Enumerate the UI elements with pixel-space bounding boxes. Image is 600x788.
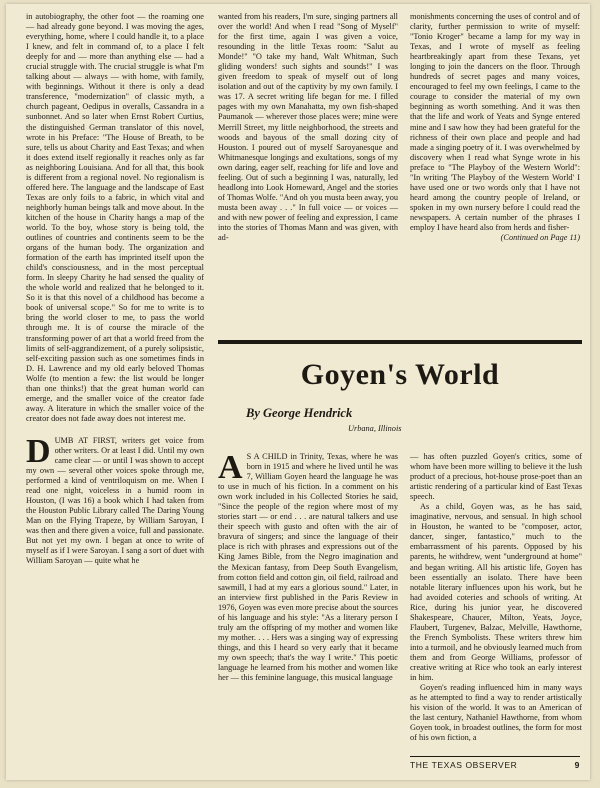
article-column-a bbox=[218, 449, 398, 683]
article-headline: Goyen's World bbox=[300, 358, 500, 391]
article-column-b bbox=[410, 452, 582, 743]
footer-rule bbox=[410, 756, 580, 757]
dropcap-paragraph bbox=[218, 449, 398, 683]
column-left bbox=[26, 12, 204, 567]
article-paragraph: Goyen's reading influenced him in many ways as he attempted to find a way to render artistically his vision of the world. It was to an American of the last century, Nathaniel Hawthorne, from whom Goyen took, in broadest outlines, the form for most of his own fiction, a bbox=[410, 683, 582, 743]
page-number: 9 bbox=[574, 760, 580, 770]
essay-paragraph: monishments concerning the uses of control and of clarity, further permission to write of myself: "Tonio Kroger" became a lamp for my way in Texas, and I wrote of myself as feeling heartbreakingly apart from these Texans, yet longing to join the dancers on the floor. Through hundreds of secret pages and many voices, encouraged to feel my own feelings, I came to the courage to consider the material of my own beginning as worth something. And it was then that the life and work of Yeats and Synge entered mine and I saw how they had been grateful for the richness of their own place and people and had made a singing poetry of it. I was overwhelmed by discovery when I read what Synge wrote in his preface to "The Playboy of the Western World": "In writing 'The Playboy of the Western World' I have used one or two words only that I have not heard among the country people of Ireland, or spoken in my own nursery before I could read the newspapers. A certain number of the phrases I employ I have heard also from herds and fisher- bbox=[410, 12, 580, 232]
magazine-page bbox=[6, 4, 590, 780]
page-footer bbox=[410, 760, 580, 770]
continued-note: (Continued on Page 11) bbox=[500, 233, 580, 243]
column-middle bbox=[218, 12, 398, 243]
essay-paragraph: wanted from his readers, I'm sure, singing partners all over the world! And when I read "Song of Myself" for the first time, again I was given a voice, resounding in the little Texas room: "Salut au Monde!" "O take my hand, Walt Whitman, Such gliding wonders! such sights and sounds!" I was given freedom to speak of myself out of long isolation and out of the captivity by my own family. I was 17. A secret writing life began for me. I filled pages with my own Manahatta, my own fish-shaped Paumanok — wherever those places were; mine were Merrill Street, my little neighborhood, the streets and woods and bayous of the small dozing city of Houston. I poured out of myself Saroyanesque and Whitmanesque longings and exultations, songs of my own daring, eager self, reaching for life and love and feeling. Out of such a beginning I was, naturally, led headlong into Look Homeward, Angel and the stories of Thomas Wolfe. "And oh you musta been away, you musta been away . . ." In full voice — or voices — and with new power of feeling and expression, I came into the stories of Thomas Mann and was given, with ad- bbox=[218, 12, 398, 243]
section-break bbox=[26, 424, 204, 436]
drop-cap-letter: A bbox=[218, 449, 243, 486]
article-header bbox=[218, 340, 582, 454]
article-dateline: Urbana, Illinois bbox=[348, 424, 402, 433]
article-paragraph: — has often puzzled Goyen's critics, some of whom have been more willing to believe it the lush product of a precious, hot-house prose-poet than an artistic rendering of a particular kind of East Texas speech. bbox=[410, 452, 582, 502]
dropcap-paragraph bbox=[26, 432, 204, 567]
essay-paragraph: in autobiography, the other foot — the roaming one — had already gone beyond. I was moving the ages, everything, home, where I could handle it, to a place I knew, and felt in command of, to a place I felt deeply for and — more than anything else — had a crucial struggle with. The crucial struggle is what I'm talking about — always — with home, with family, with beginnings. Without it there is only a dead transference, "modernization" of classic myth, a church pageant, Oedipus in overalls, Cassandra in a sunbonnet. And so later when Ernst Robert Curtius, the distinguished German translator of this novel, wrote in his Preface: "The House of Breath, to be sure, tells us about Charity and East Texas; and when it does extend itself regionally it reaches only as far as neighboring Louisiana. And for all that, this book is different from a regional novel. No regionalism is offered here. The language and the landscape of East Texas are only foils to a fabric, in which vital and neighborly human beings talk and move about. In the kitchen of the house in Charity hangs a map of the world. To the boy, whose story is being told, the outlines of countries and continents seem to be the organs of the human body. The organization and formation of the earth has imprinted itself upon the child's consciousness, and in the most perceptual form. In sleepy Charity he had sensed the quality of the whole world and realized that he belonged to it. So it is that this novel of a childhood has become a book of universal scope." So for me to write is to bring the world closer to me, to pass the world through me. It is of course the miracle of the transforming power of art that a world freed from the limits of self-aggrandizement, of a purely solipsistic, self-exciting passion such as one sometimes finds in D. H. Lawrence and my old early beloved Thomas Wolfe (to mention a few: the list would be longer than one thinks!) that the great human world can emerge, and the smaller voice of the creator fade away. A literature in which the smaller voice of the creator does not fade away does not interest me. bbox=[26, 12, 204, 423]
article-paragraph: As a child, Goyen was, as he has said, imaginative, nervous, and sensual. In high school in Houston, he wanted to be "composer, actor, dancer, singer, fantastico," much to the embarrassment of his parents. Opposed by his parents, he withdrew, went "underground at home" and began writing. All his artistic life, Goyen has been essentially an isolato. There have been notable literary influences upon his work, but he had avoided coteries and schools of writing. At Rice, during his junior year, he discovered Shakespeare, Chaucer, Milton, Yeats, Joyce, Flaubert, Turgenev, Balzac, Melville, Hawthorne, the French Symbolists. These writers threw him into a turmoil, and he obviously learned much from them and from George Williams, professor of creative writing at Rice who took an early interest in him. bbox=[410, 502, 582, 683]
column-right bbox=[410, 12, 580, 243]
publication-name: THE TEXAS OBSERVER bbox=[410, 760, 518, 770]
drop-cap-letter: D bbox=[26, 432, 51, 470]
essay-paragraph: UMB AT FIRST, writers get voice from other writers. Or at least I did. Until my own came clear — or until I was shown to accept my own — several other voices spoke through me, performed a kind of ventriloquism on me. When I read one night, voiceless in a humid room in Houston, (I was 16) a book which I had taken from the Houston Public Library called The Daring Young Man on the Flying Trapeze, by William Saroyan, I was then and there given a voice, full and passionate. But not yet my own. I began at once to write of myself as if I were Saroyan. I sang a sort of duet with William Saroyan — quite what he bbox=[26, 435, 204, 566]
article-paragraph: S A CHILD in Trinity, Texas, where he was born in 1915 and where he lived until he was 7, William Goyen heard the language he was to use in much of his fiction. In a comment on his own work included in his Collected Stories he said, "Since the people of the region where most of my stories start — or end . . . are natural talkers and use their speech with gusto and often with the air of bravura of singers; and since the language of their place is rich with phrases and expressions out of the King James Bible, from the Negro imagination and the Mexican fantasy, from Deep South Evangelism, from cotton field and cotton gin, oil field, railroad and sawmill, I had at my ears a glorious sound." Later, in an interview first published in the Paris Review in 1976, Goyen was even more precise about the sources of his language and his style: "As a literary person I truly am the offspring of my mother and women like my mother. . . . Hers was a singing way of expressing things, and this I heard so very early that it became my own speech; that's the way I write." This poetic language he learned from his mother and women like her — this feminine language, this musical language bbox=[218, 452, 398, 683]
article-byline: By George Hendrick bbox=[246, 406, 353, 420]
